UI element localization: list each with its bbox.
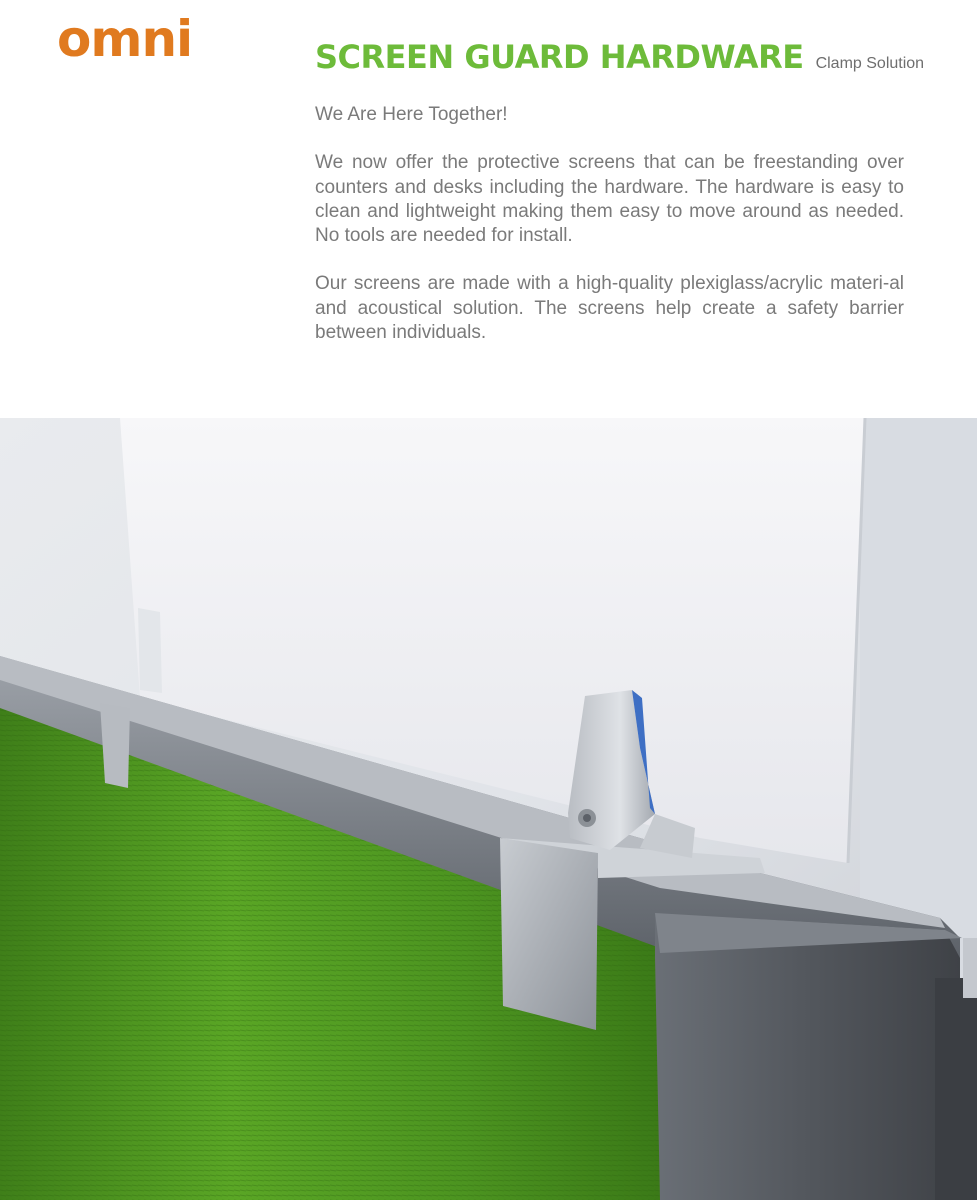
paragraph-materials: Our screens are made with a high-quality plexiglass/acrylic materi-al and acoustical solution. The screens help create a safety barrier between individuals. (315, 273, 904, 344)
body-text (315, 103, 904, 369)
page-subtitle: Clamp Solution (815, 55, 925, 72)
paragraph-offer: We now offer the protective screens that can be freestanding over counters and desks including the hardware. The hardware is easy to clean and lightweight making them easy to move around as needed. No tools are needed for install. (315, 152, 904, 247)
page-title: SCREEN GUARD HARDWARE (315, 38, 804, 76)
paragraph-intro: We Are Here Together! (315, 104, 508, 125)
product-photo (0, 418, 977, 1200)
header (315, 38, 925, 76)
omni-logo: omni (57, 10, 193, 68)
